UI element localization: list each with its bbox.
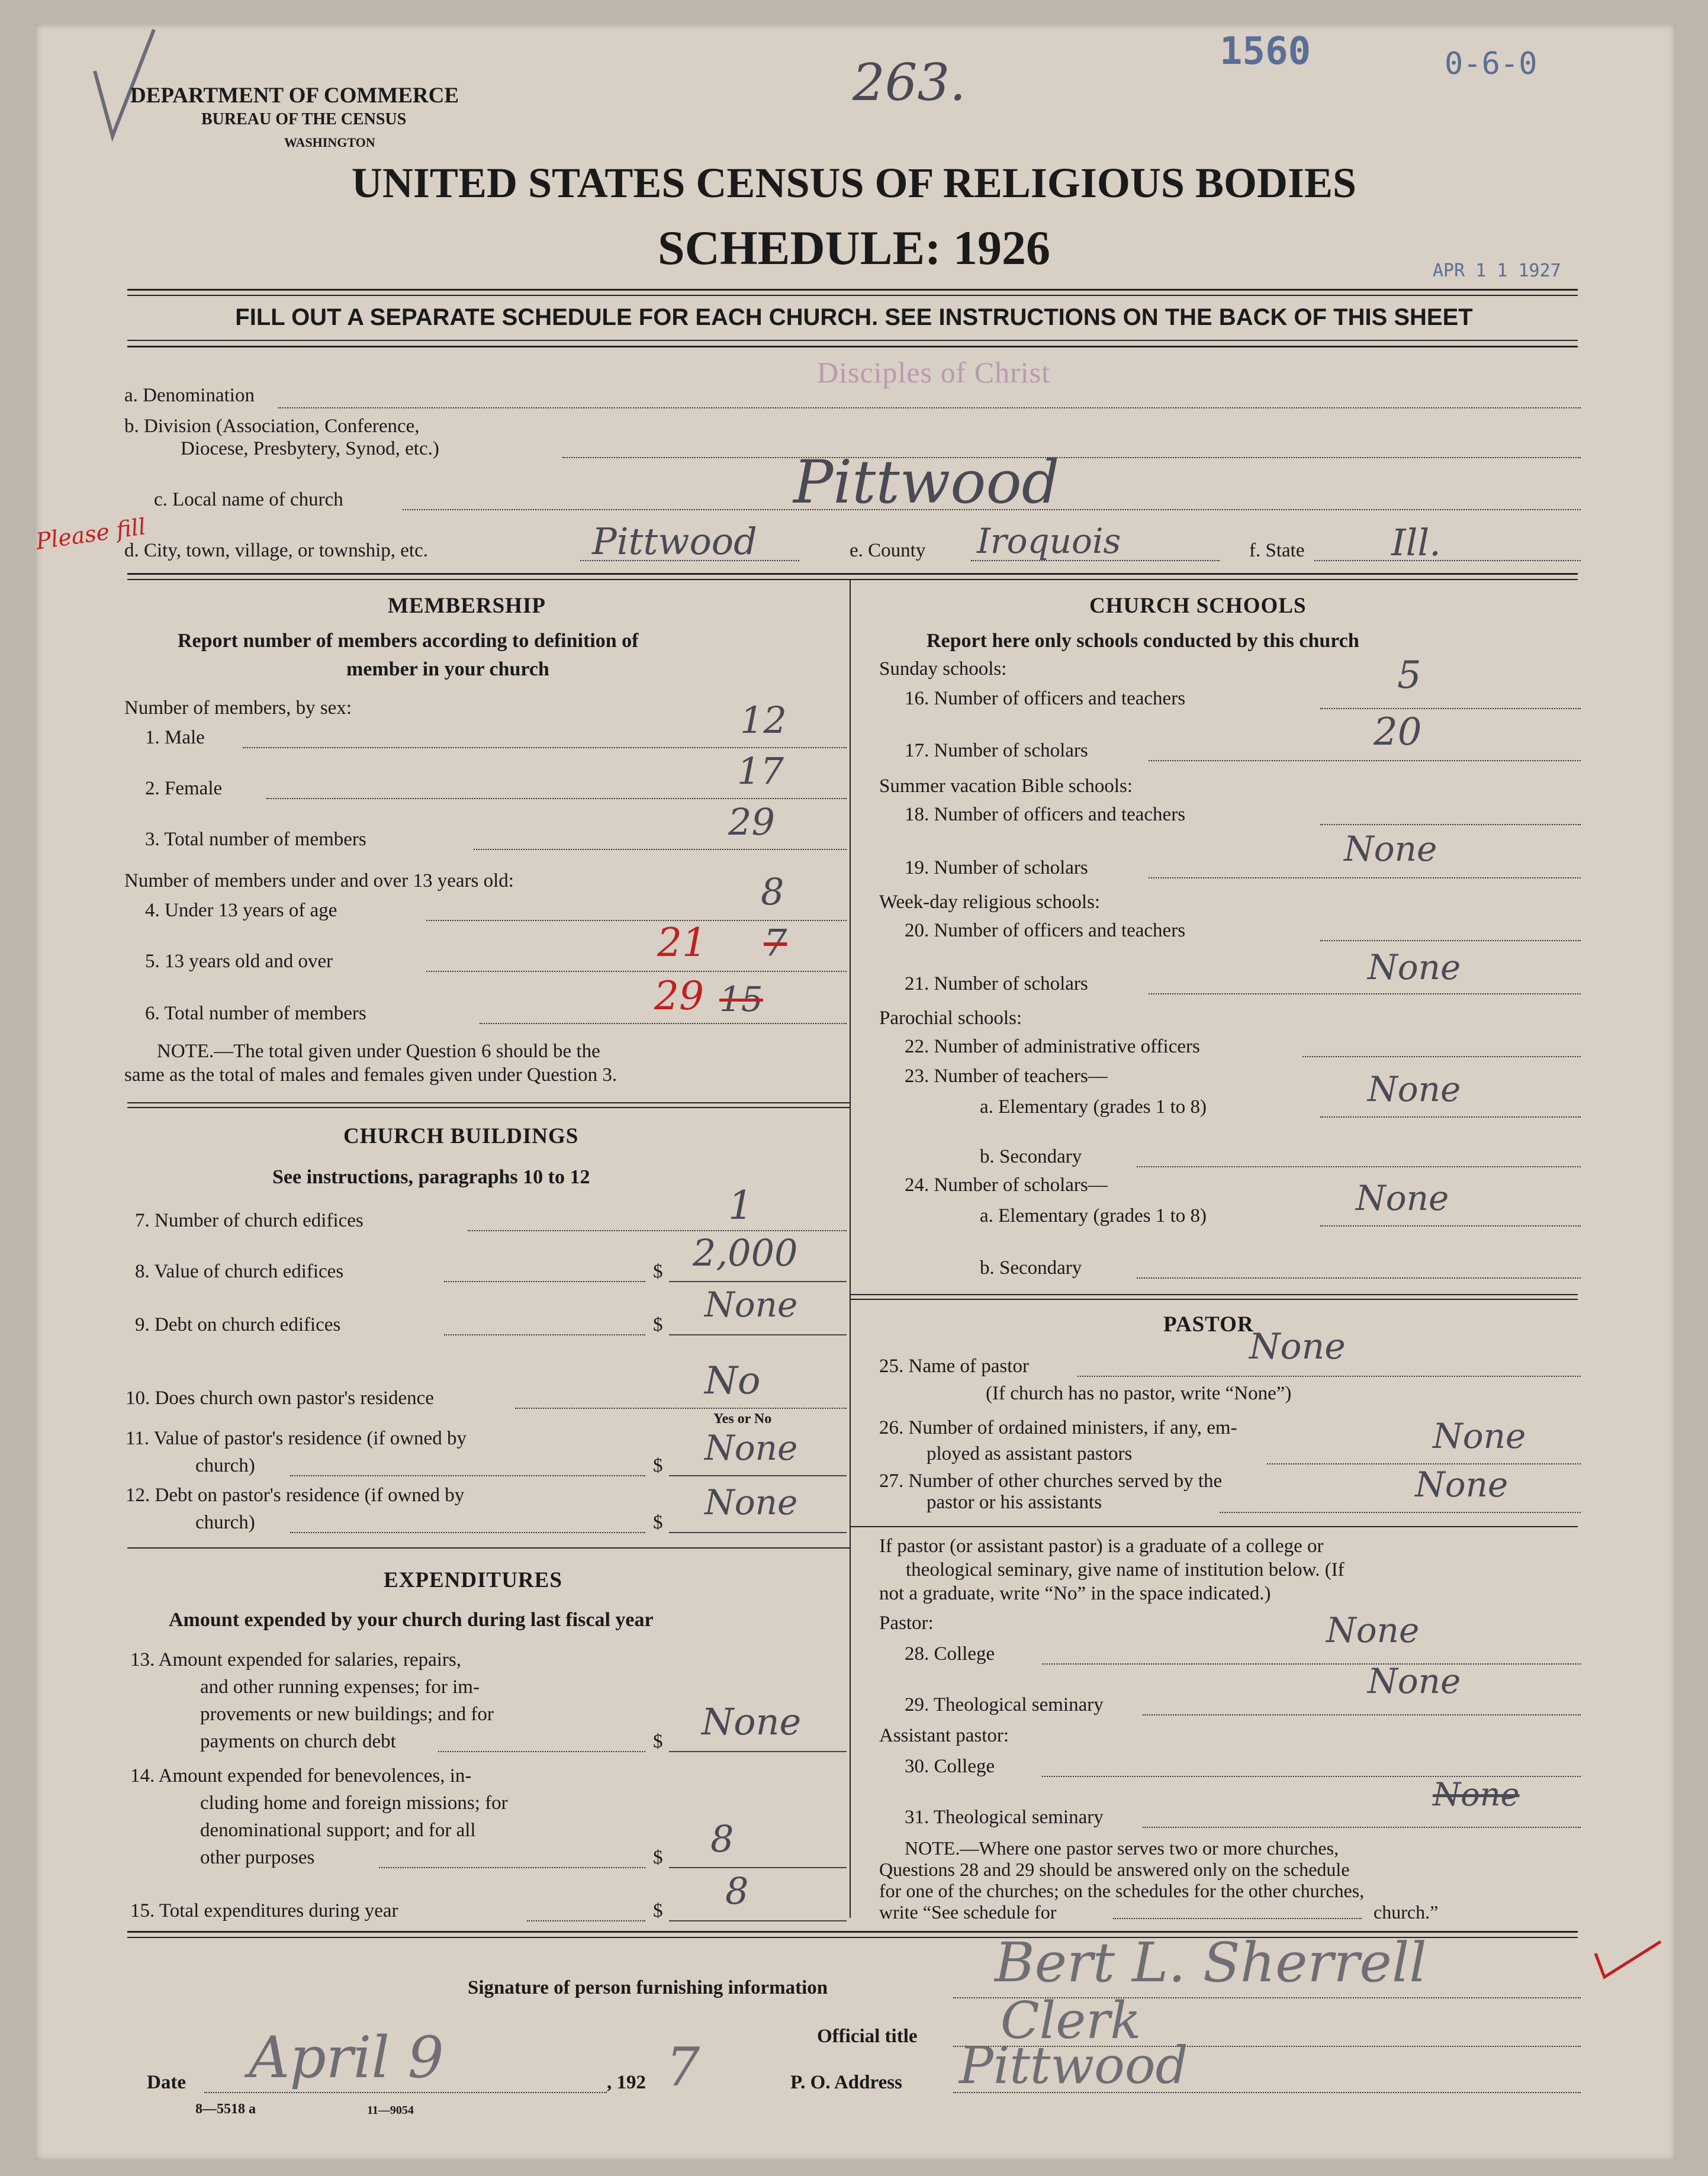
stamp-code: 0-6-0 [1445, 46, 1537, 82]
graduate-line-3: not a graduate, write “No” in the space indicated.) [879, 1583, 1271, 1604]
q5-struck-value: 7 [764, 921, 787, 964]
q16-value[interactable]: 5 [1397, 654, 1421, 697]
pastor-note-2: Questions 28 and 29 should be answered only on the schedule [879, 1859, 1350, 1880]
county-value[interactable]: Iroquois [977, 521, 1121, 561]
sunday-label: Sunday schools: [879, 658, 1007, 680]
stamp-date: APR 1 1 1927 [1433, 260, 1561, 281]
q1-label: 1. Male [145, 727, 205, 748]
q6-struck-value: 15 [719, 979, 763, 1019]
q22-label: 22. Number of administrative officers [905, 1036, 1200, 1057]
membership-sub-2: member in your church [346, 658, 549, 680]
q23a-value[interactable]: None [1368, 1069, 1461, 1109]
bureau-name: BUREAU OF THE CENSUS [201, 110, 407, 128]
q7-label: 7. Number of church edifices [135, 1210, 364, 1231]
local-name-label: c. Local name of church [154, 489, 343, 510]
q3-label: 3. Total number of members [145, 829, 366, 850]
q21-value[interactable]: None [1368, 947, 1461, 987]
signature-label: Signature of person furnishing information [468, 1977, 828, 1998]
year-prefix: , 192 [607, 2072, 646, 2093]
membership-sub-1: Report number of members according to definition of [178, 630, 639, 652]
state-label: f. State [1249, 540, 1305, 561]
membership-note-1: NOTE.—The total given under Question 6 should be the [157, 1041, 600, 1062]
stamp-number: 1560 [1220, 30, 1311, 73]
q30-label: 30. College [905, 1756, 995, 1777]
county-label: e. County [850, 540, 926, 561]
q13-dollar: $ [653, 1731, 663, 1752]
pastor-note-1: NOTE.—Where one pastor serves two or more churches, [905, 1837, 1339, 1859]
date-value[interactable]: April 9 [249, 2024, 444, 2091]
q10-hint: Yes or No [713, 1411, 772, 1427]
year-digit[interactable]: 7 [666, 2036, 700, 2098]
buildings-heading: CHURCH BUILDINGS [343, 1124, 579, 1148]
q4-label: 4. Under 13 years of age [145, 900, 337, 921]
q13-line-3: provements or new buildings; and for [200, 1704, 494, 1725]
schedule-year: SCHEDULE: 1926 [658, 221, 1050, 275]
expenditures-sub: Amount expended by your church during last fiscal year [169, 1609, 654, 1631]
city-label: d. City, town, village, or township, etc. [124, 540, 428, 561]
margin-note: Please fill [34, 513, 147, 555]
q7-value[interactable]: 1 [728, 1183, 753, 1228]
by-age-label: Number of members under and over 13 years old: [124, 870, 514, 891]
form-number-1: 8—5518 a [195, 2101, 256, 2117]
q11-label-2: church) [195, 1455, 255, 1476]
q21-label: 21. Number of scholars [905, 973, 1088, 994]
q5-label: 5. 13 years old and over [145, 951, 333, 972]
q6-value[interactable]: 29 [654, 973, 704, 1019]
official-title-label: Official title [817, 2026, 918, 2047]
q9-dollar: $ [653, 1314, 663, 1335]
q17-label: 17. Number of scholars [905, 740, 1088, 761]
weekday-label: Week-day religious schools: [879, 891, 1101, 913]
q28-label: 28. College [905, 1643, 995, 1665]
q18-label: 18. Number of officers and teachers [905, 804, 1186, 825]
pastor-sub-label: Pastor: [879, 1612, 934, 1634]
denomination-value[interactable]: Disciples of Christ [817, 356, 1050, 389]
q10-label: 10. Does church own pastor's residence [126, 1388, 434, 1409]
q14-dollar: $ [653, 1847, 663, 1868]
state-value[interactable]: Ill. [1391, 521, 1441, 564]
q9-value[interactable]: None [705, 1285, 798, 1325]
q29-value[interactable]: None [1368, 1661, 1461, 1701]
q12-label-1: 12. Debt on pastor's residence (if owned by [126, 1485, 465, 1506]
q25-hint: (If church has no pastor, write “None”) [986, 1383, 1292, 1404]
page-title: UNITED STATES CENSUS OF RELIGIOUS BODIES [351, 159, 1357, 207]
q23b-label: b. Secondary [980, 1146, 1082, 1167]
q12-label-2: church) [195, 1512, 255, 1533]
q15-label: 15. Total expenditures during year [130, 1900, 398, 1921]
q27-value[interactable]: None [1415, 1464, 1508, 1505]
q11-label-1: 11. Value of pastor's residence (if owned by [126, 1428, 467, 1449]
q14-line-4: other purposes [200, 1847, 315, 1868]
pastor-note-4-end: church.” [1374, 1901, 1439, 1923]
q11-dollar: $ [653, 1455, 663, 1476]
q29-label: 29. Theological seminary [905, 1694, 1104, 1715]
q26-value[interactable]: None [1433, 1416, 1526, 1456]
q28-value[interactable]: None [1326, 1610, 1420, 1650]
city-name: WASHINGTON [284, 135, 375, 150]
instruction-line: FILL OUT A SEPARATE SCHEDULE FOR EACH CHURCH. SEE INSTRUCTIONS ON THE BACK OF THIS SHEET [235, 304, 1473, 330]
q10-value[interactable]: No [705, 1359, 761, 1403]
pastor-heading: PASTOR [1163, 1312, 1254, 1337]
q24a-label: a. Elementary (grades 1 to 8) [980, 1205, 1207, 1227]
parochial-label: Parochial schools: [879, 1007, 1022, 1029]
summer-label: Summer vacation Bible schools: [879, 775, 1133, 797]
q14-line-2: cluding home and foreign missions; for [200, 1792, 508, 1814]
schools-heading: CHURCH SCHOOLS [1089, 594, 1307, 618]
q25-value[interactable]: None [1249, 1326, 1346, 1367]
department-name: DEPARTMENT OF COMMERCE [130, 83, 459, 108]
pastor-note-3: for one of the churches; on the schedules for the other churches, [879, 1880, 1365, 1901]
assistant-sub-label: Assistant pastor: [879, 1725, 1009, 1746]
membership-heading: MEMBERSHIP [388, 594, 546, 618]
schools-sub: Report here only schools conducted by this church [927, 630, 1359, 652]
local-name-value[interactable]: Pittwood [793, 448, 1060, 517]
q4-value[interactable]: 8 [761, 870, 784, 913]
q8-label: 8. Value of church edifices [135, 1261, 344, 1282]
q31-label: 31. Theological seminary [905, 1807, 1104, 1828]
q3-value[interactable]: 29 [728, 800, 775, 844]
q14-line-1: 14. Amount expended for benevolences, in- [130, 1765, 472, 1786]
denomination-label: a. Denomination [124, 385, 255, 406]
q13-value[interactable]: None [702, 1700, 802, 1743]
q5-value[interactable]: 21 [657, 920, 707, 965]
city-value[interactable]: Pittwood [592, 520, 757, 563]
q16-label: 16. Number of officers and teachers [905, 688, 1186, 709]
q26-line-1: 26. Number of ordained ministers, if any, em- [879, 1417, 1237, 1438]
graduate-line-2: theological seminary, give name of institution below. (If [906, 1559, 1344, 1581]
q26-line-2: ployed as assistant pastors [927, 1443, 1133, 1464]
q19-label: 19. Number of scholars [905, 857, 1088, 878]
q9-label: 9. Debt on church edifices [135, 1314, 341, 1335]
q14-value[interactable]: 8 [710, 1817, 734, 1860]
q19-value[interactable]: None [1344, 829, 1437, 869]
q11-value[interactable]: None [705, 1428, 798, 1468]
red-check-icon [1593, 1918, 1664, 1983]
q1-value[interactable]: 12 [740, 698, 787, 742]
official-title-value[interactable]: Clerk [1001, 1991, 1141, 2051]
q25-label: 25. Name of pastor [879, 1356, 1029, 1377]
expenditures-heading: EXPENDITURES [384, 1568, 562, 1592]
q8-dollar: $ [653, 1261, 663, 1282]
q6-label: 6. Total number of members [145, 1003, 366, 1024]
q14-line-3: denominational support; and for all [200, 1820, 476, 1841]
graduate-line-1: If pastor (or assistant pastor) is a graduate of a college or [879, 1536, 1324, 1557]
q24a-value[interactable]: None [1356, 1178, 1449, 1218]
q27-line-2: pastor or his assistants [927, 1492, 1102, 1513]
q15-value[interactable]: 8 [725, 1869, 749, 1913]
q27-line-1: 27. Number of other churches served by the [879, 1470, 1223, 1492]
form-number-2: 11—9054 [367, 2104, 414, 2117]
by-sex-label: Number of members, by sex: [124, 697, 352, 719]
q2-label: 2. Female [145, 778, 223, 799]
q24-label: 24. Number of scholars— [905, 1174, 1108, 1196]
q13-line-4: payments on church debt [200, 1731, 396, 1752]
pastor-note-4: write “See schedule for [879, 1901, 1057, 1923]
q20-label: 20. Number of officers and teachers [905, 920, 1186, 941]
q13-line-2: and other running expenses; for im- [200, 1676, 480, 1698]
buildings-sub: See instructions, paragraphs 10 to 12 [272, 1166, 590, 1188]
date-label: Date [147, 2072, 186, 2093]
division-label-2: Diocese, Presbytery, Synod, etc.) [181, 438, 439, 459]
q23-label: 23. Number of teachers— [905, 1066, 1108, 1087]
membership-note-2: same as the total of males and females given under Question 3. [124, 1064, 617, 1086]
signature-value[interactable]: Bert L. Sherrell [995, 1931, 1427, 1994]
q8-value[interactable]: 2,000 [693, 1231, 798, 1274]
division-label-1: b. Division (Association, Conference, [124, 416, 420, 437]
q17-value[interactable]: 20 [1374, 710, 1422, 754]
q2-value[interactable]: 17 [737, 749, 784, 793]
handwritten-number: 263. [853, 53, 966, 112]
q12-dollar: $ [653, 1512, 663, 1533]
q13-line-1: 13. Amount expended for salaries, repairs, [130, 1649, 462, 1670]
q24b-label: b. Secondary [980, 1257, 1082, 1279]
q31-value[interactable]: None [1433, 1776, 1520, 1813]
q12-value[interactable]: None [705, 1482, 798, 1522]
q23a-label: a. Elementary (grades 1 to 8) [980, 1096, 1207, 1118]
q15-dollar: $ [653, 1900, 663, 1921]
po-address-value[interactable]: Pittwood [959, 2036, 1188, 2095]
po-address-label: P. O. Address [790, 2072, 902, 2093]
